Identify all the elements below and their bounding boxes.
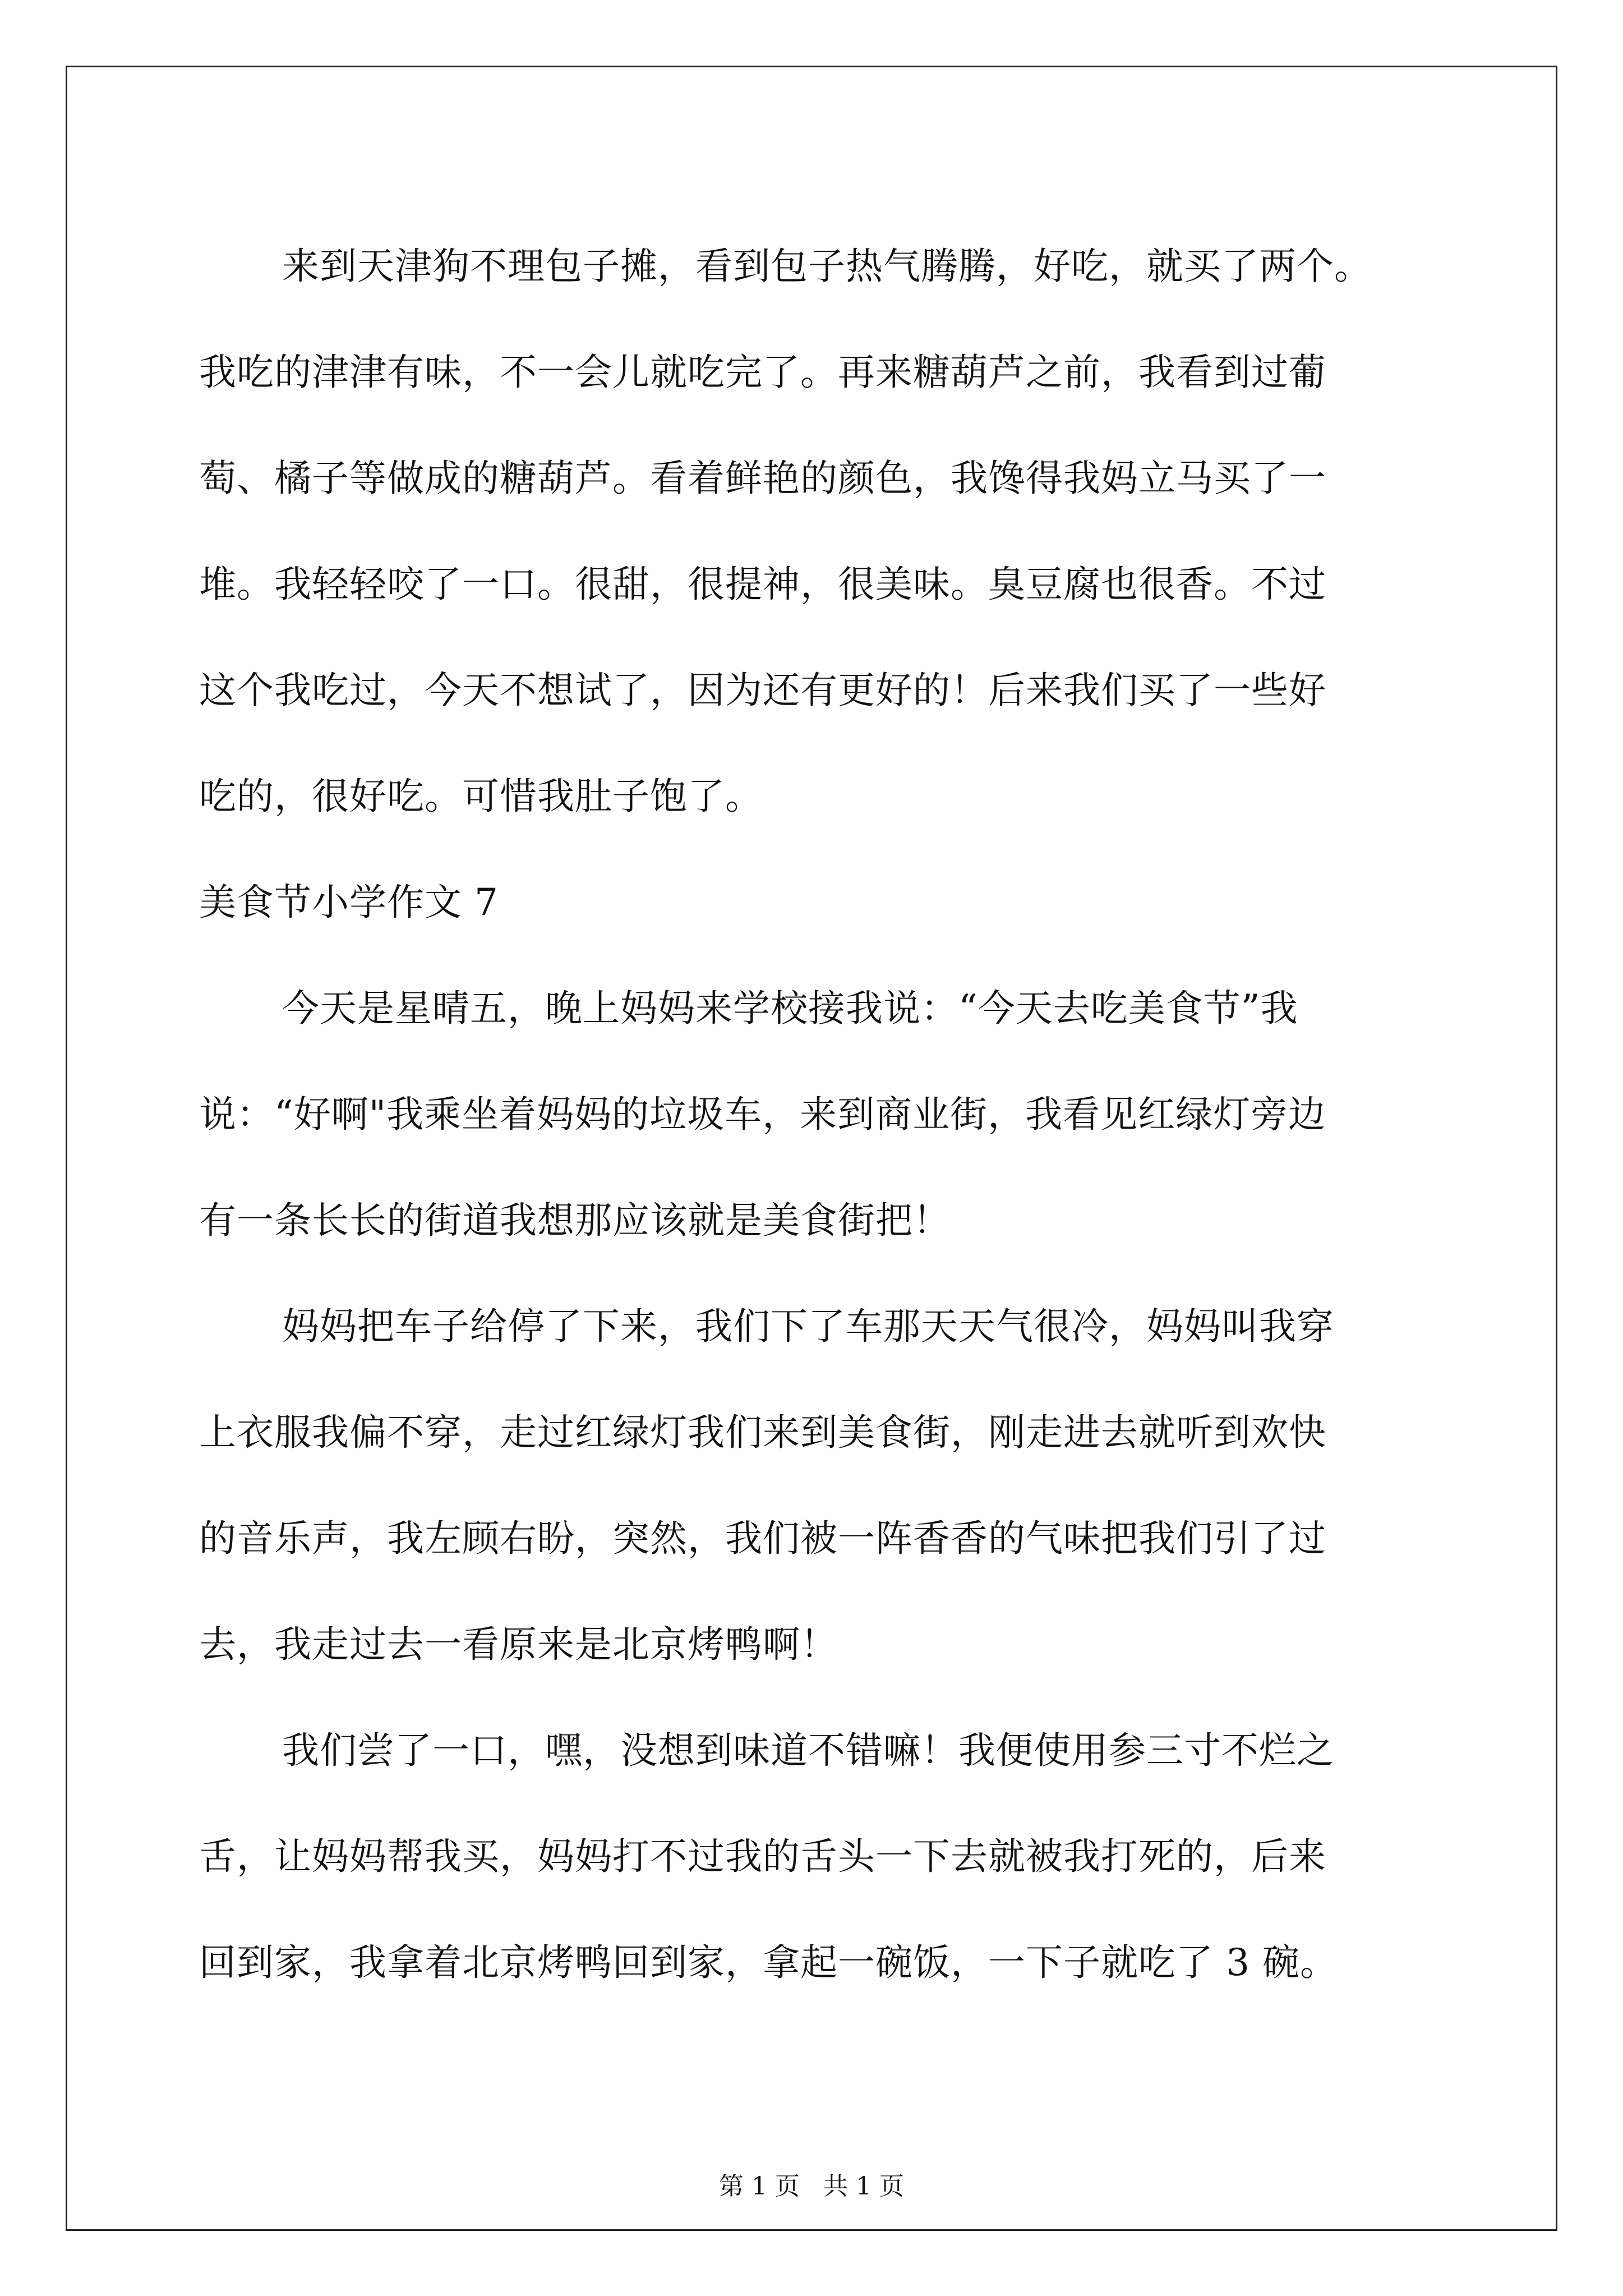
section-heading: 美食节小学作文 7 (199, 881, 499, 924)
text-line: 今天是星晴五，晚上妈妈来学校接我说：“今天去吃美食节”我 (282, 987, 1298, 1030)
text-line: 去，我走过去一看原来是北京烤鸭啊！ (199, 1623, 838, 1666)
text-line: 的音乐声，我左顾右盼，突然，我们被一阵香香的气味把我们引了过 (199, 1517, 1326, 1560)
text-line: 上衣服我偏不穿，走过红绿灯我们来到美食街，刚走进去就听到欢快 (199, 1411, 1326, 1454)
text-line: 妈妈把车子给停了下来，我们下了车那天天气很冷，妈妈叫我穿 (282, 1305, 1334, 1348)
text-line: 萄、橘子等做成的糖葫芦。看着鲜艳的颜色，我馋得我妈立马买了一 (199, 457, 1326, 500)
text-line: 说：“好啊"我乘坐着妈妈的垃圾车，来到商业街，我看见红绿灯旁边 (199, 1093, 1326, 1136)
page-footer: 第 1 页 共 1 页 (719, 2172, 904, 2201)
text-line: 这个我吃过，今天不想试了，因为还有更好的！后来我们买了一些好 (199, 669, 1326, 712)
text-line: 堆。我轻轻咬了一口。很甜，很提神，很美味。臭豆腐也很香。不过 (199, 563, 1326, 606)
text-line: 来到天津狗不理包子摊，看到包子热气腾腾，好吃，就买了两个。 (282, 245, 1372, 288)
text-line: 吃的，很好吃。可惜我肚子饱了。 (199, 775, 763, 818)
text-line: 回到家，我拿着北京烤鸭回到家，拿起一碗饭，一下子就吃了 3 碗。 (199, 1941, 1338, 1984)
document-body (199, 213, 1433, 2016)
text-line: 舌，让妈妈帮我买，妈妈打不过我的舌头一下去就被我打死的，后来 (199, 1835, 1326, 1878)
text-line: 有一条长长的街道我想那应该就是美食街把！ (199, 1199, 951, 1242)
text-line: 我们尝了一口，嘿，没想到味道不错嘛！我便使用参三寸不烂之 (282, 1729, 1334, 1772)
text-line: 我吃的津津有味，不一会儿就吃完了。再来糖葫芦之前，我看到过葡 (199, 351, 1326, 394)
